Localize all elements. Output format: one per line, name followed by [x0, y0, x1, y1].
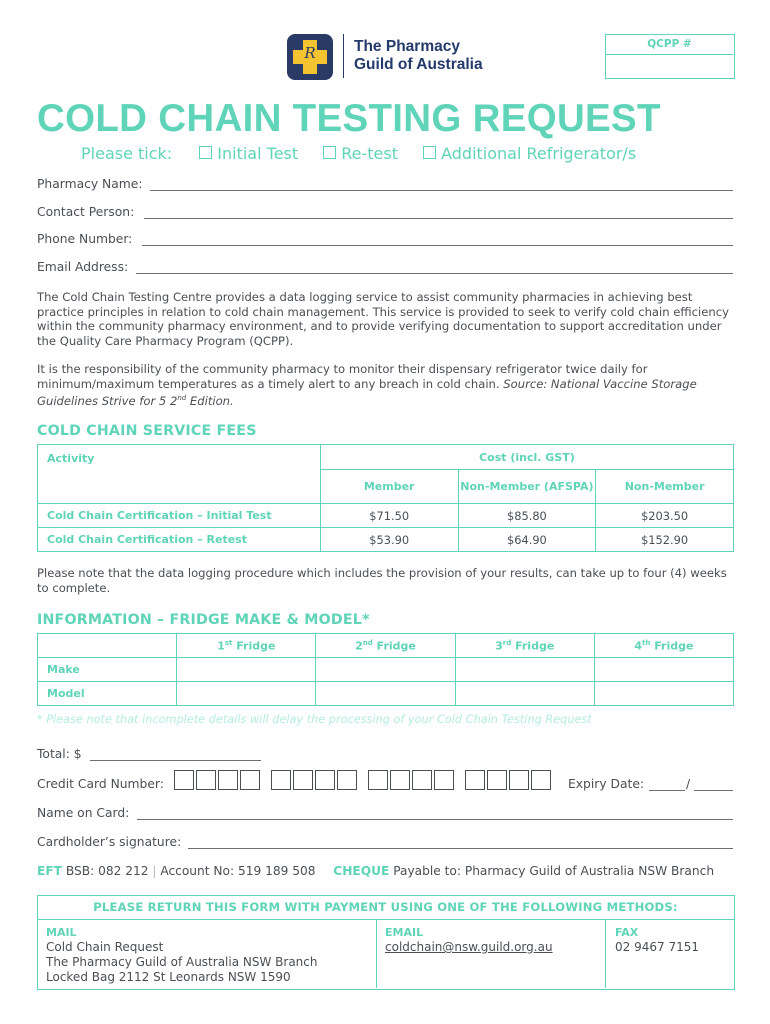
fridge-col-3: 3rd Fridge	[455, 634, 594, 658]
nonmember-afspa-header: Non-Member (AFSPA)	[458, 470, 596, 504]
fridge-heading: INFORMATION – FRIDGE MAKE & MODEL*	[37, 612, 370, 628]
return-divider-2	[605, 920, 606, 988]
fridge-2-model-input[interactable]	[316, 682, 455, 706]
name-on-card-label: Name on Card:	[37, 806, 130, 820]
expiry-year-field[interactable]	[694, 790, 733, 791]
card-digit-box[interactable]	[434, 770, 454, 790]
fee-member: $71.50	[320, 504, 458, 528]
fax-label: FAX	[615, 926, 639, 939]
payment-methods-line: EFT BSB: 082 212 | Account No: 519 189 508 CHEQUE Payable to: Pharmacy Guild of Australia NSW Branch	[37, 864, 715, 878]
card-digit-box[interactable]	[174, 770, 194, 790]
fridge-corner-cell	[38, 634, 177, 658]
cheque-text: Payable to: Pharmacy Guild of Australia NSW Branch	[393, 864, 715, 878]
card-digit-box[interactable]	[531, 770, 551, 790]
expiry-separator: /	[686, 777, 691, 791]
eft-bsb: BSB: 082 212	[65, 864, 149, 878]
fridge-4-model-input[interactable]	[594, 682, 733, 706]
credit-card-label: Credit Card Number:	[37, 777, 164, 791]
fridge-table	[37, 633, 734, 706]
table-row	[38, 682, 734, 706]
phone-number-label: Phone Number:	[37, 232, 133, 246]
retest-label: Re-test	[341, 144, 398, 163]
cheque-label: CHEQUE	[333, 864, 390, 878]
pharmacy-name-label: Pharmacy Name:	[37, 177, 143, 191]
fridge-1-make-input[interactable]	[177, 658, 316, 682]
name-on-card-field[interactable]	[137, 819, 733, 820]
org-name-line1: The Pharmacy	[354, 38, 460, 55]
request-type-selector	[81, 144, 636, 163]
return-heading: PLEASE RETURN THIS FORM WITH PAYMENT USING ONE OF THE FOLLOWING METHODS:	[37, 895, 734, 920]
card-digit-box[interactable]	[218, 770, 238, 790]
expiry-month-field[interactable]	[649, 790, 685, 791]
card-digit-box[interactable]	[487, 770, 507, 790]
mail-line-3: Locked Bag 2112 St Leonards NSW 1590	[46, 970, 291, 984]
signature-field[interactable]	[188, 848, 733, 849]
expiry-label: Expiry Date:	[568, 777, 645, 791]
org-name-line2: Guild of Australia	[354, 56, 483, 73]
card-digit-box[interactable]	[412, 770, 432, 790]
nonmember-header: Non-Member	[596, 470, 734, 504]
fee-activity: Cold Chain Certification – Retest	[38, 528, 321, 552]
fees-heading: COLD CHAIN SERVICE FEES	[37, 423, 257, 439]
mail-line-2: The Pharmacy Guild of Australia NSW Branch	[46, 955, 318, 969]
mail-line-1: Cold Chain Request	[46, 940, 164, 954]
cost-header: Cost (incl. GST)	[320, 445, 733, 470]
intro-paragraph: The Cold Chain Testing Centre provides a data logging service to assist community pharmacies in achieving best practice principles in relation to cold chain management. This service is provided to seek to verify cold chain efficiency within the community pharmacy environment, and to provide verifying documentation to support accreditation under the Quality Care Pharmacy Program (QCPP).	[37, 290, 729, 348]
fridge-3-make-input[interactable]	[455, 658, 594, 682]
make-row-label: Make	[38, 658, 177, 682]
fee-afspa: $85.80	[458, 504, 596, 528]
table-row	[38, 528, 734, 552]
qcpp-label: QCPP #	[606, 35, 733, 55]
card-digit-box[interactable]	[240, 770, 260, 790]
card-digit-box[interactable]	[315, 770, 335, 790]
email-link[interactable]: coldchain@nsw.guild.org.au	[385, 940, 553, 954]
mail-label: MAIL	[46, 926, 77, 939]
initial-test-label: Initial Test	[217, 144, 299, 163]
source-citation: Source: National Vaccine Storage Guidelines Strive for 5 2	[37, 376, 697, 409]
fee-member: $53.90	[320, 528, 458, 552]
fridge-4-make-input[interactable]	[594, 658, 733, 682]
total-label: Total: $	[37, 747, 82, 761]
fees-note: Please note that the data logging procedure which includes the provision of your results, can take up to four (4) weeks to complete.	[37, 566, 727, 595]
card-digit-box[interactable]	[337, 770, 357, 790]
retest-checkbox[interactable]	[323, 146, 336, 159]
source-edition-sup: nd	[177, 394, 187, 403]
fridge-col-4: 4th Fridge	[594, 634, 733, 658]
pharmacy-name-field[interactable]	[150, 190, 733, 191]
table-row	[38, 658, 734, 682]
model-row-label: Model	[38, 682, 177, 706]
tick-prompt: Please tick:	[81, 144, 173, 163]
card-digit-box[interactable]	[196, 770, 216, 790]
fridge-col-2: 2nd Fridge	[316, 634, 455, 658]
activity-header: Activity	[38, 445, 321, 504]
card-digit-box[interactable]	[293, 770, 313, 790]
card-digit-box[interactable]	[509, 770, 529, 790]
fridge-1-model-input[interactable]	[177, 682, 316, 706]
logo-divider	[343, 34, 344, 78]
fee-afspa: $64.90	[458, 528, 596, 552]
fax-number: 02 9467 7151	[615, 940, 699, 954]
card-digit-box[interactable]	[465, 770, 485, 790]
logo-letter: R	[304, 44, 316, 62]
fridge-note: * Please note that incomplete details will delay the processing of your Cold Chain Testing Request	[37, 713, 592, 726]
fridge-col-1: 1st Fridge	[177, 634, 316, 658]
page-title: COLD CHAIN TESTING REQUEST	[37, 97, 661, 140]
email-address-label: Email Address:	[37, 260, 129, 274]
signature-label: Cardholder’s signature:	[37, 835, 182, 849]
eft-label: EFT	[37, 864, 62, 878]
fridge-2-make-input[interactable]	[316, 658, 455, 682]
card-digit-box[interactable]	[368, 770, 388, 790]
phone-number-field[interactable]	[142, 245, 733, 246]
email-label: EMAIL	[385, 926, 424, 939]
responsibility-paragraph	[37, 362, 737, 409]
member-header: Member	[320, 470, 458, 504]
card-digit-box[interactable]	[271, 770, 291, 790]
fee-nonmember: $203.50	[596, 504, 734, 528]
return-divider-1	[376, 920, 377, 988]
contact-person-field[interactable]	[144, 218, 733, 219]
fee-nonmember: $152.90	[596, 528, 734, 552]
total-field[interactable]	[90, 760, 261, 761]
contact-person-label: Contact Person:	[37, 205, 135, 219]
fees-table	[37, 444, 734, 552]
fridge-3-model-input[interactable]	[455, 682, 594, 706]
source-citation-end: Edition.	[186, 394, 234, 409]
table-row	[38, 504, 734, 528]
fee-activity: Cold Chain Certification – Initial Test	[38, 504, 321, 528]
additional-refrigerator-label: Additional Refrigerator/s	[441, 144, 637, 163]
initial-test-checkbox[interactable]	[199, 146, 212, 159]
email-address-field[interactable]	[136, 273, 733, 274]
eft-account: Account No: 519 189 508	[160, 864, 316, 878]
card-digit-box[interactable]	[390, 770, 410, 790]
responsibility-text: It is the responsibility of the community pharmacy to monitor their dispensary refrigerator twice daily for minimum/maximum temperatures as a timely alert to any breach in cold chain.	[37, 362, 648, 391]
additional-refrigerator-checkbox[interactable]	[423, 146, 436, 159]
